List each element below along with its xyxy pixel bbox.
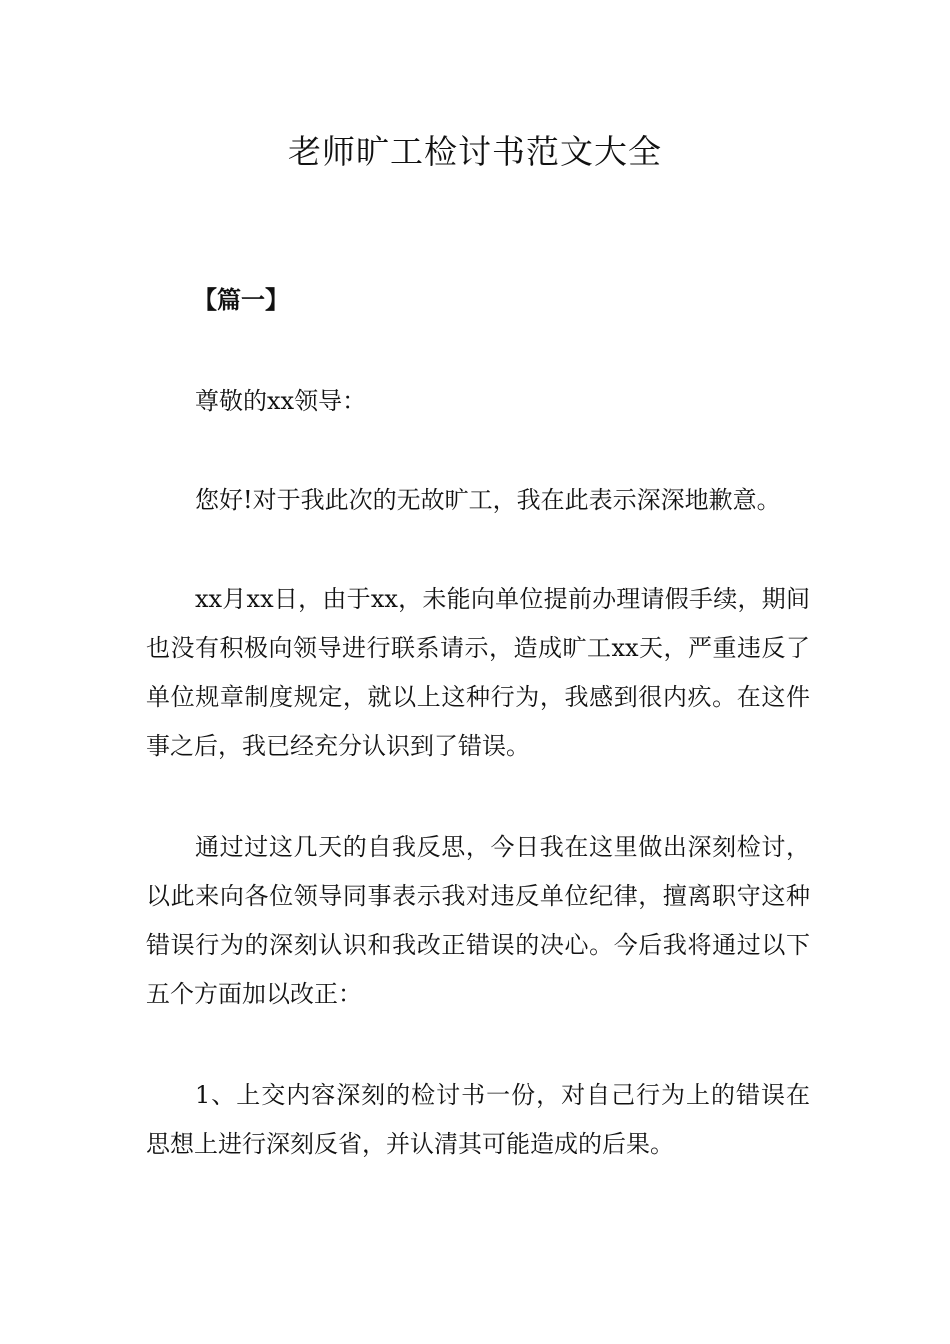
section-heading: 【篇一】 <box>193 286 289 314</box>
document-title: 老师旷工检讨书范文大全 <box>288 132 662 171</box>
paragraph-item-1: 1、上交内容深刻的检讨书一份，对自己行为上的错误在思想上进行深刻反省，并认清其可能造成的后果。 <box>146 1081 810 1158</box>
greeting-line: 尊敬的xx领导： <box>195 387 367 415</box>
paragraph-apology: 您好!对于我此次的无故旷工，我在此表示深深地歉意。 <box>195 486 781 514</box>
paragraph-incident: xx月xx日，由于xx，未能向单位提前办理请假手续，期间也没有积极向领导进行联系请示，造成旷工xx天，严重违反了单位规章制度规定，就以上这种行为，我感到很内疚。在这件事之后，我已经充分认识到了错误。 <box>146 585 810 760</box>
paragraph-reflection: 通过过这几天的自我反思，今日我在这里做出深刻检讨，以此来向各位领导同事表示我对违反单位纪律，擅离职守这种错误行为的深刻认识和我改正错误的决心。今后我将通过以下五个方面加以改正： <box>146 833 810 1008</box>
